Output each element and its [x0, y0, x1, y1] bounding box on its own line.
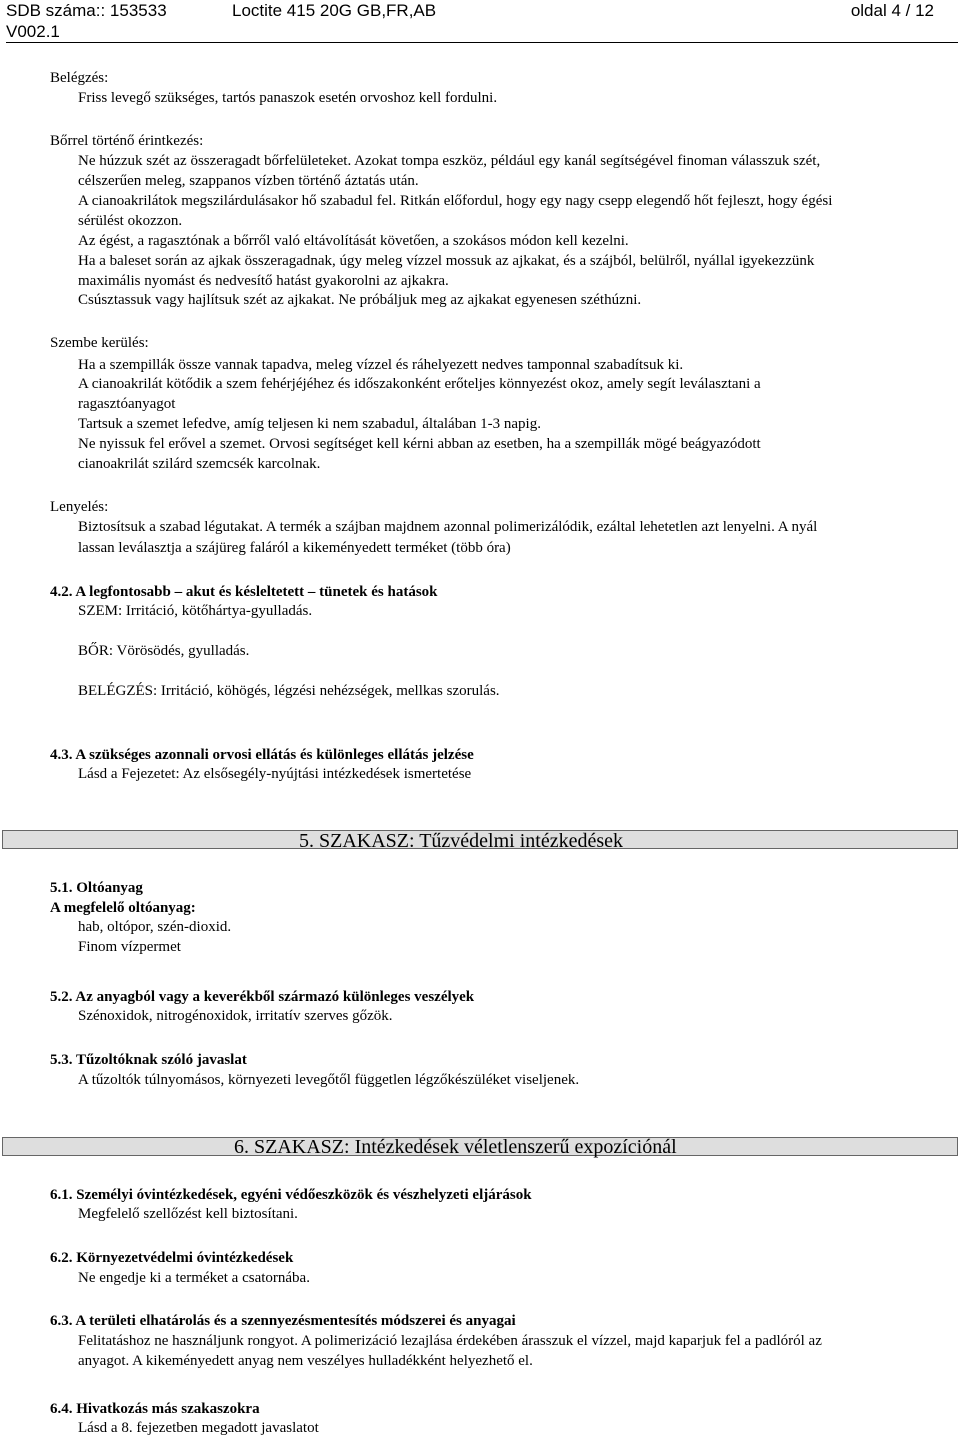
s6-2-text: Ne engedje ki a terméket a csatornába. [78, 1270, 310, 1286]
s6-1-heading: 6.1. Személyi óvintézkedések, egyéni védőeszközök és vészhelyzeti eljárások [50, 1187, 532, 1203]
breathing-line: Friss levegő szükséges, tartós panaszok esetén orvoshoz kell fordulni. [78, 90, 498, 106]
eye-label: Szembe kerülés: [50, 335, 149, 351]
s4-3-heading: 4.3. A szükséges azonnali orvosi ellátás és különleges ellátás jelzése [50, 747, 474, 763]
swallow-line: lassan leválasztja a szájüreg faláról a kikeményedett terméket (több óra) [78, 540, 511, 556]
s5-3-text: A tűzoltók túlnyomásos, környezeti levegőtől független légzőkészüléket viseljenek. [78, 1072, 580, 1088]
s6-2-heading: 6.2. Környezetvédelmi óvintézkedések [50, 1250, 294, 1266]
product-name: Loctite 415 20G GB,FR,AB [232, 1, 437, 20]
s6-4-heading: 6.4. Hivatkozás más szakaszokra [50, 1401, 260, 1417]
swallow-label: Lenyelés: [50, 499, 109, 515]
eye-line: cianoakrilát szilárd szemcsék karcolnak. [78, 456, 321, 472]
s6-3-line: anyagot. A kikeményedett anyag nem veszélyes hulladékként helyezhető el. [78, 1353, 533, 1369]
s5-1-line: Finom vízpermet [78, 939, 181, 955]
s5-3-heading: 5.3. Tűzoltóknak szóló javaslat [50, 1052, 247, 1068]
s4-2-skin: BŐR: Vörösödés, gyulladás. [78, 643, 250, 659]
s5-1-heading: 5.1. Oltóanyag [50, 880, 143, 896]
s6-1-text: Megfelelő szellőzést kell biztosítani. [78, 1206, 298, 1222]
skin-line: Csúsztassuk vagy hajlítsuk szét az ajkakat. Ne próbáljuk meg az ajkakat egyenesen széthúzni. [78, 292, 642, 308]
skin-line: Az égést, a ragasztónak a bőrről való eltávolítását követően, a szokásos módon kell kezelni. [78, 233, 629, 249]
eye-line: Tartsuk a szemet lefedve, amíg teljesen ki nem szabadul, általában 1-3 napig. [78, 416, 541, 432]
s5-1-line: hab, oltópor, szén-dioxid. [78, 919, 232, 935]
skin-line: Ne húzzuk szét az összeragadt bőrfelületeket. Azokat tompa eszköz, például egy kanál segítségével finoman válasszuk szét, [78, 153, 821, 169]
eye-line: A cianoakrilát kötődik a szem fehérjéjéhez és időszakonként erőteljes könnyezést okoz, amely segít leválasztani a [78, 376, 761, 392]
eye-line: ragasztóanyagot [78, 396, 176, 412]
skin-label: Bőrrel történő érintkezés: [50, 133, 204, 149]
section5-title: 5. SZAKASZ: Tűzvédelmi intézkedések [299, 830, 624, 852]
header-rule [6, 42, 958, 43]
page-number: oldal 4 / 12 [850, 1, 934, 20]
s4-3-text: Lásd a Fejezetet: Az elsősegély-nyújtási intézkedések ismertetése [78, 766, 472, 782]
skin-line: sérülést okozzon. [78, 213, 183, 229]
section6-title: 6. SZAKASZ: Intézkedések véletlenszerű expozíciónál [234, 1136, 677, 1158]
s5-1-sub: A megfelelő oltóanyag: [50, 900, 196, 916]
s4-2-heading: 4.2. A legfontosabb – akut és késleltetett – tünetek és hatások [50, 584, 438, 600]
skin-line: célszerűen meleg, szappanos vízben történő áztatás után. [78, 173, 419, 189]
s5-2-heading: 5.2. Az anyagból vagy a keverékből származó különleges veszélyek [50, 989, 475, 1005]
s6-3-line: Felitatáshoz ne használjunk rongyot. A polimerizáció lezajlása érdekében árasszuk el vízzel, majd kaparjuk fel a padlóról az [78, 1333, 822, 1349]
breathing-label: Belégzés: [50, 70, 109, 86]
eye-line: Ne nyissuk fel erővel a szemet. Orvosi segítséget kell kérni abban az esetben, ha a szempillák mögé beágyazódott [78, 436, 761, 452]
sdb-number: SDB száma:: 153533 [6, 1, 167, 20]
skin-line: A cianoakrilátok megszilárdulásakor hő szabadul fel. Ritkán előfordul, hogy egy nagy csepp elegendő hőt fejleszt, hogy égési [78, 193, 833, 209]
eye-line: Ha a szempillák össze vannak tapadva, meleg vízzel és ráhelyezett nedves tamponnal szabadítsuk ki. [78, 357, 684, 373]
s6-3-heading: 6.3. A területi elhatárolás és a szennyezésmentesítés módszerei és anyagai [50, 1313, 516, 1329]
skin-line: maximális nyomást és nedvesítő hatást gyakorolni az ajkakra. [78, 273, 449, 289]
skin-line: Ha a baleset során az ajkak összeragadnak, úgy meleg vízzel mossuk az ajkakat, és a szájból, belülről, nyállal igyekezzünk [78, 253, 815, 269]
s6-4-text: Lásd a 8. fejezetben megadott javaslatot [78, 1420, 319, 1436]
s4-2-breath: BELÉGZÉS: Irritáció, köhögés, légzési nehézségek, mellkas szorulás. [78, 683, 500, 699]
swallow-line: Biztosítsuk a szabad légutakat. A termék a szájban majdnem azonnal polimerizálódik, ezáltal lehetetlen azt lenyelni. A nyál [78, 519, 818, 535]
s4-2-eye: SZEM: Irritáció, kötőhártya-gyulladás. [78, 603, 313, 619]
s5-2-text: Szénoxidok, nitrogénoxidok, irritatív szerves gőzök. [78, 1008, 393, 1024]
version: V002.1 [6, 22, 60, 41]
